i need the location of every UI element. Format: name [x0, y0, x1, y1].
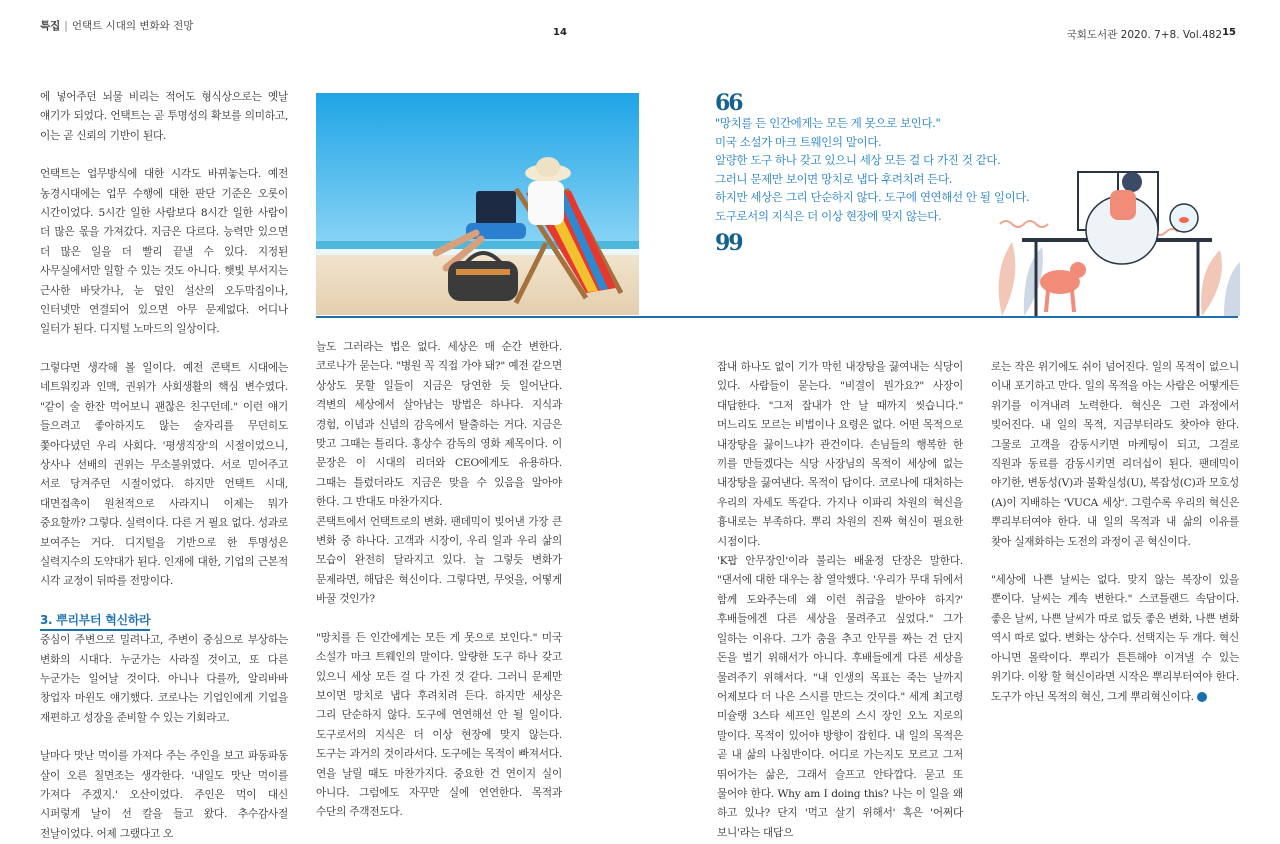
page-number-right: 15 [1222, 27, 1236, 38]
paragraph: 로는 작은 위기에도 쉬이 넘어진다. 일의 목적이 없으니 이내 포기하고 만다. 일의 목적을 아는 사람은 어떻게든 위기를 이겨내려 노력한다. 혁신은 그런 과정에서 빚어진다. 내 일의 목적, 지금부터라도 찾아야 한다. 그물로 고객을 감동시키면 마케팅이 되고, 그걸로 직원과 동료를 감동시키면 리더십이 된다. 팬데믹이 야기한, 변동성(V)과 불확실성(U), 복잡성(C)과 모호성(A)이 지배하는 'VUCA 세상'. 그럴수록 우리의 혁신은 뿌리부터여야 한다. 내 일의 목적과 내 삶의 이유를 찾아 실재화하는 도전의 과정이 곧 혁신이다. [991, 361, 1239, 548]
open-quote-mark: 66 [715, 90, 742, 116]
text-column-2 [316, 338, 562, 823]
page-number-left: 14 [553, 27, 567, 38]
section-label: 특집 [40, 20, 61, 32]
quote-line: 도구로서의 지식은 더 이상 현장에 맞지 않는다. [715, 208, 942, 223]
section-heading: 3. 뿌리부터 혁신하라 [40, 611, 150, 631]
divider-rule [316, 316, 1238, 318]
quote-line: 하지만 세상은 그리 단순하지 않다. 도구에 연연해선 안 될 일이다. [715, 190, 1030, 205]
text-column-4 [991, 358, 1239, 707]
paragraph: 언택트는 업무방식에 대한 시각도 바뀌놓는다. 예전 농경시대에는 업무 수행에 대한 판단 기준은 오롯이 시간이었다. 5시간 일한 사람보다 8시간 일한 사람이 더 많은 몫을 가져갔다. 지금은 다르다. 능력만 있으면 더 많은 일을 더 빨리 끝낼 수 있다. 지정된 사무실에서만 일할 수 있는 것도 아니다. 햇빛 부서지는 근사한 바닷가나, 눈 덮인 설산의 오두막집이나, 인터넷만 연결되어 있으면 아무 문제없다. 어디나 일터가 된다. 디지털 노마드의 일상이다. [40, 168, 288, 336]
text-column-3 [717, 358, 963, 843]
paragraph-text: "세상에 나쁜 날씨는 없다. 맞지 않는 복장이 있을 뿐이다. 날씨는 계속 변한다." 스코틀랜드 속담이다. 좋은 날씨, 나쁜 날씨가 따로 없듯 좋은 변화, 나쁜 변화 역시 따로 없다. 변화는 상수다. 선택지는 두 개다. 혁신 아니면 몰락이다. 뿌리가 튼튼해야 이겨낼 수 있는 위기다. 이왕 할 혁신이라면 시작은 뿌리부터여야 한다. 도구가 아닌 목적의 혁신, 그게 뿌리혁신이다. [991, 574, 1239, 703]
paragraph: 늘도 그러라는 법은 없다. 세상은 매 순간 변한다. 코로나가 묻는다. "병원 꼭 직접 가야 돼?" 예전 같으면 상상도 못할 일들이 지금은 당연한 듯 일어난다. 격변의 세상에서 살아남는 방법은 하나다. 지식과 경험, 이념과 신념의 감옥에서 탈출하는 거다. 지금은 맞고 그때는 틀리다. 홍상수 감독의 영화 제목이다. 이 문장은 이 시대의 리더와 CEO에게도 유용하다. 그때는 틀렸더라도 지금은 맞을 수 있음을 알아야 한다. 그 반대도 마찬가지다. [316, 341, 562, 509]
paragraph: 중심이 주변으로 밀려나고, 주변이 중심으로 부상하는 변화의 시대다. 누군가는 사라질 것이고, 또 다른 누군가는 일어날 것이다. 아니나 다를까, 알리바바 창업자 마윈도 얘기했다. 코로나는 기업인에게 기업을 재편하고 성장을 준비할 수 있는 기회라고. [40, 634, 288, 724]
close-quote-mark: 99 [715, 229, 742, 256]
end-mark-icon [1197, 692, 1207, 702]
paragraph: "망치를 든 인간에게는 모든 게 못으로 보인다." 미국 소설가 마크 트웨인의 말이다. 알량한 도구 하나 갖고 있으니 세상 모든 걸 다 가진 것 같다. 그러니 문제만 보이면 망치로 냅다 후려치려 든다. 하지만 세상은 그리 단순하지 않다. 도구에 연연해선 안 될 일이다. 도구로서의 지식은 더 이상 현장에 맞지 않는다. 도구는 과거의 것이라서다. 도구에는 목적이 빠져서다. 연을 날릴 때도 마찬가지다. 중요한 건 연이지 실이 아니다. 그럼에도 자꾸만 실에 연연한다. 목적과 수단의 주객전도다. [316, 631, 562, 819]
journal-info: 국회도서관 2020. 7+8. Vol.482 [1066, 29, 1222, 41]
paragraph: 콘택트에서 언택트로의 변화. 팬데믹이 빚어낸 가장 큰 변화 중 하나다. 고객과 시장이, 우리 일과 우리 삶의 모습이 완전히 달라지고 있다. 늘 그렇듯 변화가 문제라면, 해답은 혁신이다. 그렇다면, 무엇을, 어떻게 바꿀 것인가? [316, 515, 562, 606]
text-column-1 [40, 88, 288, 844]
quote-line: 미국 소설가 마크 트웨인의 말이다. [715, 134, 882, 149]
quote-line: "망치를 든 인간에게는 모든 게 못으로 보인다." [715, 116, 941, 130]
paragraph: 잡내 하나도 없이 기가 막힌 내장탕을 끓여내는 식당이 있다. 사람들이 묻는다. "비결이 뭔가요?" 사장이 대답한다. "그저 잡내가 안 날 때까지 씻습니다." 머느리도 모르는 비법이나 요령은 없다. 어떤 목적으로 내장탕을 끓이느냐가 관건이다. 손님들의 행복한 한 끼를 만들겠다는 식당 사장님의 목적이 세상에 없는 내장탕을 끓여낸다. 목적이 답이다. 코로나에 대처하는 우리의 자세도 똑같다. 가지나 이파리 차원의 혁신을 흉내로는 부족하다. 뿌리 차원의 진짜 혁신이 필요한 시점이다. [717, 361, 963, 548]
paragraph: 날마다 맛난 먹이를 가져다 주는 주인을 보고 파동파동 살이 오른 칠면조는 생각한다. '내일도 맛난 먹이를 가져다 주겠지.' 오산이었다. 주인은 먹이 대신 시퍼렇게 날이 선 칼을 들고 왔다. 추수감사절 전날이었다. 어제 그랬다고 오 [40, 750, 288, 840]
quote-line: 그러니 문제만 보이면 망치로 냅다 후려치려 든다. [715, 171, 952, 186]
paragraph: 그렇다면 생각해 볼 일이다. 예전 콘택트 시대에는 네트워킹과 인맥, 권위가 사회생활의 핵심 변수였다. "같이 술 한잔 먹어보니 괜찮은 친구던데." 이런 얘기 들으려고 좋아하지도 않는 술자리를 무던히도 쫓아다녔던 우리 사회다. '평생직장'의 시절이었으니, 상사나 선배의 권위는 무소불위였다. 서로 믿어주고 서로 당겨주던 시절이었다. 하지만 언택트 시대, 대면접촉이 원천적으로 사라지니 이제는 뭐가 중요할까? 그렇다. 실력이다. 다른 거 필요 없다. 성과로 보여주는 거다. 디지털을 기반으로 한 투명성은 실력지수의 도약대가 된다. 인재에 대한, 기업의 근본적 시각 교정이 뒤따를 전망이다. [40, 361, 288, 588]
paragraph [991, 571, 1239, 707]
paragraph: 에 넣어주던 뇌물 비리는 적어도 형식상으로는 옛날 얘기가 되었다. 언택트는 곧 투명성의 확보를 의미하고, 이는 곧 신뢰의 기반이 된다. [40, 91, 288, 142]
running-header: 특집 | 언택트 시대의 변화와 전망 [40, 20, 194, 32]
paragraph: 'K팝 안무장인'이라 불리는 배윤정 단장은 말한다. "댄서에 대한 대우는 참 열악했다. '우리가 무대 뒤에서 함께 도와주는데 왜 이런 취급을 받아야 하지?' 후배들에겐 다른 세상을 물려주고 싶었다." 그가 일하는 이유다. 그가 춤을 추고 안무를 짜는 건 단지 돈을 벌기 위해서가 아니다. 후배들에게 다른 세상을 물려주기 위해서다. "내 인생의 목표는 죽는 날까지 어제보다 더 나은 스시를 만드는 것이다." 세계 최고령 미슐랭 3스타 셰프인 일본의 스시 장인 오노 지로의 말이다. 목적이 있어야 방향이 잡힌다. 내 일의 목적은 곧 내 삶의 나침반이다. 어디로 가는지도 모르고 그저 뛰어가는 삶은, 그래서 슬프고 안타깝다. 묻고 또 물어야 한다. Why am I doing this? 나는 이 일을 왜 하고 있나? 단지 '먹고 살기 위해서' 혹은 '어쩌다 보니'라는 대답으 [717, 555, 963, 839]
quote-line: 알량한 도구 하나 갖고 있으니 세상 모든 걸 다 가진 것 같다. [715, 153, 1001, 168]
beach-photo [316, 93, 639, 315]
section-title: 언택트 시대의 변화와 전망 [71, 20, 194, 32]
home-office-illustration [992, 152, 1240, 316]
